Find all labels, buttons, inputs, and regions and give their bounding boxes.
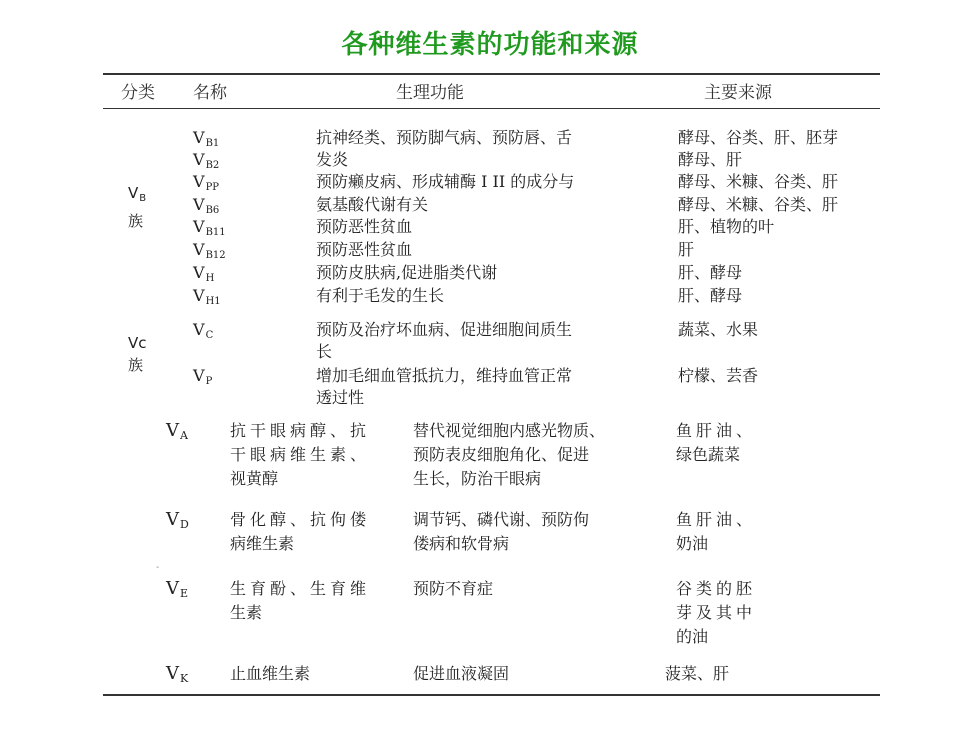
source-text: 奶油 [676,534,709,553]
source-text: 鱼肝油、 [676,421,757,440]
source-text: 酵母、肝 [678,150,743,169]
source-text: 谷类的胚 [676,579,757,598]
vitamin-name: $V_{B6}$ [193,195,220,216]
header-function: 生理功能 [396,83,464,103]
function-text: 氨基酸代谢有关 [316,195,429,214]
function-text: 长 [316,342,333,361]
function-text: 预防恶性贫血 [316,240,413,259]
function-text: 生长，防治干眼病 [413,469,542,488]
vitamin-name: $V_{PP}$ [193,172,220,193]
function-text: 增加毛细血管抵抗力，维持血管正常 [316,366,573,385]
page-title: 各种维生素的功能和来源 [341,30,639,60]
alias-text: 干眼病维生素、 [230,445,371,464]
source-text: 的油 [676,627,709,646]
source-text: 肝、酵母 [678,286,743,305]
vitamin-name: $V_{B12}$ [193,240,226,261]
source-text: 肝 [678,240,695,259]
function-text: 透过性 [316,388,365,407]
vitamin-name: $V_K$ [166,663,189,685]
vitamin-name: $V_A$ [166,420,188,442]
function-text: 偻病和软骨病 [413,534,510,553]
source-text: 酵母、谷类、肝、胚芽 [678,128,839,147]
vitamin-name: $V_C$ [193,320,214,341]
vitamin-name: $V_{B2}$ [193,150,220,171]
source-text: 绿色蔬菜 [676,445,741,464]
source-text: 酵母、米糠、谷类、肝 [678,172,839,191]
alias-text: 止血维生素 [230,664,311,683]
function-text: 发炎 [316,150,349,169]
table-top-rule [103,73,880,75]
vitamin-name: $V_{H1}$ [193,286,221,307]
group-label-vb: $V_B$ 族 [128,184,147,230]
vitamin-name: $V_H$ [193,263,215,284]
source-text: 鱼肝油、 [676,510,757,529]
header-name: 名称 [193,83,227,103]
function-text: 抗神经类、预防脚气病、预防唇、舌 [316,128,573,147]
header-category: 分类 [121,83,155,103]
table-bottom-rule [103,694,880,696]
source-text: 肝、酵母 [678,263,743,282]
vitamin-name: $V_{B1}$ [193,128,220,149]
alias-text: 抗干眼病醇、抗 [230,421,371,440]
function-text: 预防恶性贫血 [316,217,413,236]
function-text: 预防及治疗坏血病、促进细胞间质生 [316,320,573,339]
table-header-rule [103,108,880,109]
source-text: 酵母、米糠、谷类、肝 [678,195,839,214]
vitamin-name: $V_{B11}$ [193,217,226,238]
source-text: 菠菜、肝 [665,664,730,683]
vitamin-name: $V_D$ [166,509,189,531]
header-source: 主要来源 [704,83,772,103]
function-text: 预防不育症 [413,579,494,598]
source-text: 蔬菜、水果 [678,320,759,339]
alias-text: 生育酚、生育维 [230,579,371,598]
vitamin-name: $V_E$ [166,578,189,600]
alias-text: 病维生素 [230,534,295,553]
function-text: 替代视觉细胞内感光物质、 [413,421,606,440]
function-text: 预防皮肤病,促进脂类代谢 [316,263,498,282]
function-text: 调节钙、磷代谢、预防佝 [413,510,590,529]
vitamin-name: $V_P$ [193,366,213,387]
function-text: 促进血液凝固 [413,664,510,683]
alias-text: 视黄醇 [230,469,279,488]
alias-text: 生素 [230,603,263,622]
source-text: 芽及其中 [676,603,757,622]
alias-text: 骨化醇、抗佝偻 [230,510,371,529]
source-text: 柠檬、芸香 [678,366,759,385]
group-label-vc: Vc 族 [128,334,147,374]
function-text: 预防表皮细胞角化、促进 [413,445,590,464]
function-text: 预防癞皮病、形成辅酶 I II 的成分与 [316,172,575,191]
source-text: 肝、植物的叶 [678,217,775,236]
function-text: 有利于毛发的生长 [316,286,445,305]
stray-mark: - [156,562,160,573]
